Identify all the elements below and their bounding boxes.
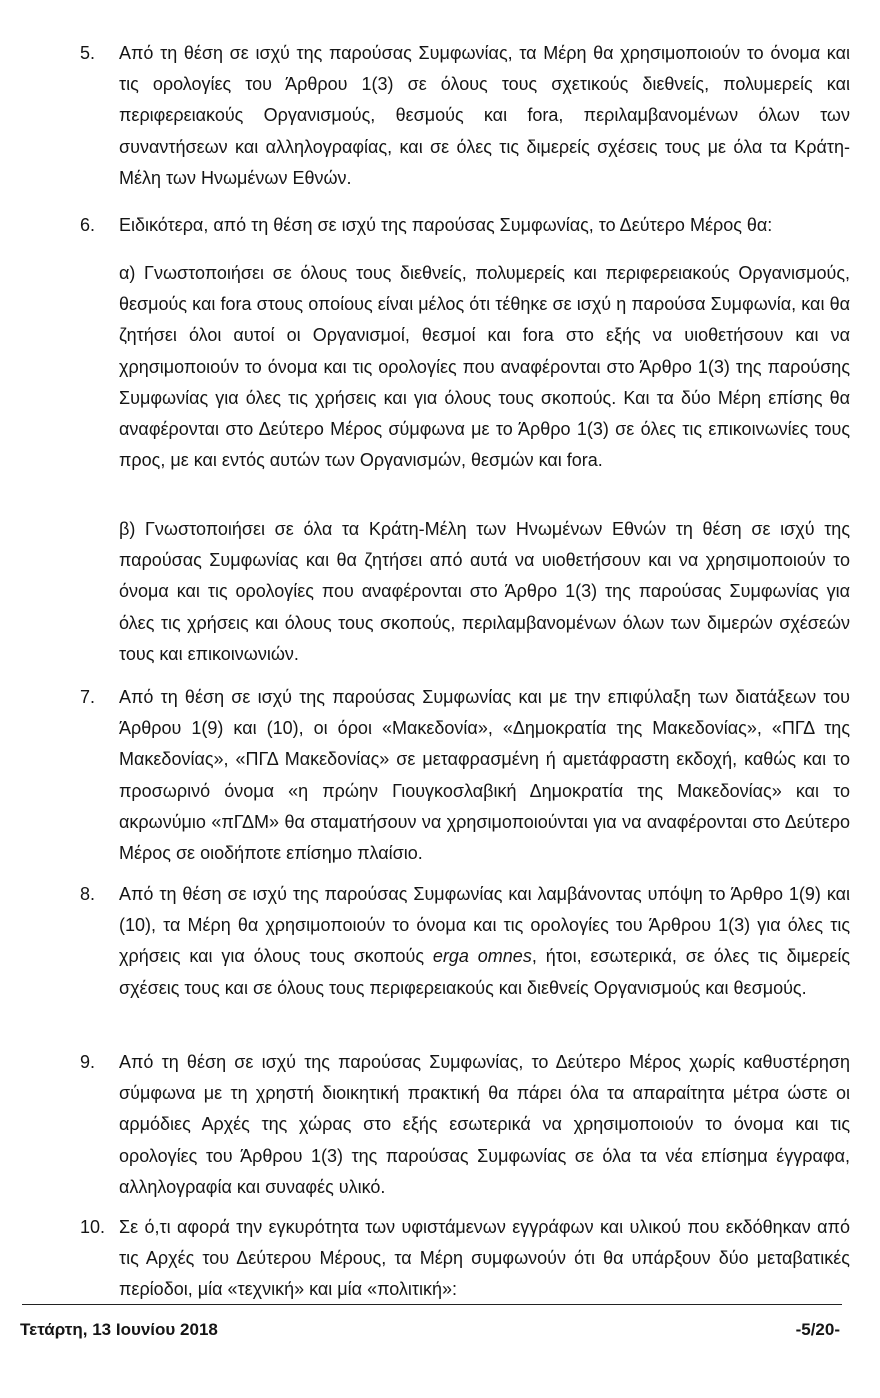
subparagraph-a: α) Γνωστοποιήσει σε όλους τους διεθνείς, πολυμερείς και περιφερειακούς Οργανισμούς, θεσμούς και fora στους οποίους είναι μέλος ότι τέθηκε σε ισχύ η παρούσα Συμφωνία, και θα ζητήσει όλοι αυτοί οι Οργανισμοί, θεσμοί και fora στο εξής να υιοθετήσουν και να χρησιμοποιούν το όνομα και τις ορολογίες που αναφέρονται στο Άρθρο 1(3) της παρούσης Συμφωνίας για όλες τις χρήσεις και για όλους τους σκοπούς. Και τα δύο Μέρη επίσης θα αναφέρονται στο Δεύτερο Μέρος σύμφωνα με το Άρθρο 1(3) σε όλες τις επικοινωνίες τους προς, με και εντός αυτών των Οργανισμών, θεσμών και fora. [119,263,850,471]
footer-date: Τετάρτη, 13 Ιουνίου 2018 [20,1320,218,1339]
paragraph-number: 6. [80,215,96,235]
paragraph-5 [80,38,850,194]
paragraph-number: 10. [80,1217,106,1237]
paragraph-number: 7. [80,687,96,707]
paragraph-7 [80,682,850,869]
paragraph-6 [80,210,850,241]
page-number: -5/20- [795,1320,840,1339]
paragraph-number: 8. [80,884,96,904]
subparagraph-b: β) Γνωστοποιήσει σε όλα τα Κράτη-Μέλη των Ηνωμένων Εθνών τη θέση σε ισχύ της παρούσας Συμφωνίας και θα ζητήσει από αυτά να υιοθετήσουν και να χρησιμοποιούν το όνομα και τις ορολογίες που αναφέρονται στο Άρθρο 1(3) της παρούσας Συμφωνίας για όλες τις χρήσεις και όλους τους σκοπούς, περιλαμβανομένων όλων των διμερών σχέσεών τους και επικοινωνιών. [119,519,850,664]
paragraph-text: Σε ό,τι αφορά την εγκυρότητα των υφιστάμενων εγγράφων και υλικού που εκδόθηκαν από τις Αρχές του Δεύτερου Μέρους, τα Μέρη συμφωνούν ότι θα υπάρξουν δύο μεταβατικές περίοδοι, μία «τεχνική» και μία «πολιτική»: [119,1217,850,1300]
latin-phrase: erga omnes [432,946,532,967]
paragraph-text: Από τη θέση σε ισχύ της παρούσας Συμφωνίας, το Δεύτερο Μέρος χωρίς καθυστέρηση σύμφωνα με τη χρηστή διοικητική πρακτική θα πάρει όλα τα απαραίτητα μέτρα ώστε οι αρμόδιες Αρχές της χώρας στο εξής εσωτερικά να χρησιμοποιούν το όνομα και τις ορολογίες του Άρθρου 1(3) της παρούσας Συμφωνίας σε όλα τα νέα επίσημα έγγραφα, αλληλογραφία και συναφές υλικό. [119,1052,850,1197]
paragraph-10 [80,1212,850,1306]
paragraph-text: Από τη θέση σε ισχύ της παρούσας Συμφωνίας, τα Μέρη θα χρησιμοποιούν το όνομα και τις ορολογίες του Άρθρου 1(3) σε όλους τους σχετικούς διεθνείς, πολυμερείς και περιφερειακούς Οργανισμούς, θεσμούς και fora, περιλαμβανομένων όλων των συναντήσεων και αλληλογραφίας, και σε όλες τις διμερείς σχέσεις τους με όλα τα Κράτη-Μέλη των Ηνωμένων Εθνών. [119,43,850,188]
paragraph-number: 9. [80,1052,96,1072]
paragraph-text [119,879,850,1004]
footer-divider [22,1304,842,1305]
paragraph-number: 5. [80,43,96,63]
paragraph-text-part: Από τη θέση σε ισχύ της παρούσας Συμφωνίας και λαμβάνοντας υπόψη το Άρθρο 1(9) και (10), τα Μέρη θα χρησιμοποιούν το όνομα και τις ορολογίες του Άρθρου 1(3) για όλες τις χρήσεις και για όλους τους σκοπούς [119,884,850,967]
paragraph-8 [80,879,850,1004]
paragraph-9 [80,1047,850,1203]
paragraph-text: Ειδικότερα, από τη θέση σε ισχύ της παρούσας Συμφωνίας, το Δεύτερο Μέρος θα: [119,215,773,235]
paragraph-text-part: , ήτοι, εσωτερικά, σε όλες τις διμερείς σχέσεις τους και σε όλους τους περιφερειακούς και διεθνείς Οργανισμούς και θεσμούς. [119,946,850,998]
paragraph-text: Από τη θέση σε ισχύ της παρούσας Συμφωνίας και με την επιφύλαξη των διατάξεων του Άρθρου 1(9) και (10), οι όροι «Μακεδονία», «Δημοκρατία της Μακεδονίας», «ΠΓΔ της Μακεδονίας», «ΠΓΔ Μακεδονίας» σε μεταφρασμένη ή αμετάφραστη εκδοχή, καθώς και το προσωρινό όνομα «η πρώην Γιουγκοσλαβική Δημοκρατία της Μακεδονίας» και το ακρωνύμιο «πΓΔΜ» θα σταματήσουν να χρησιμοποιούνται για να αναφέρονται στο Δεύτερο Μέρος σε οιοδήποτε επίσημο πλαίσιο. [119,687,850,864]
